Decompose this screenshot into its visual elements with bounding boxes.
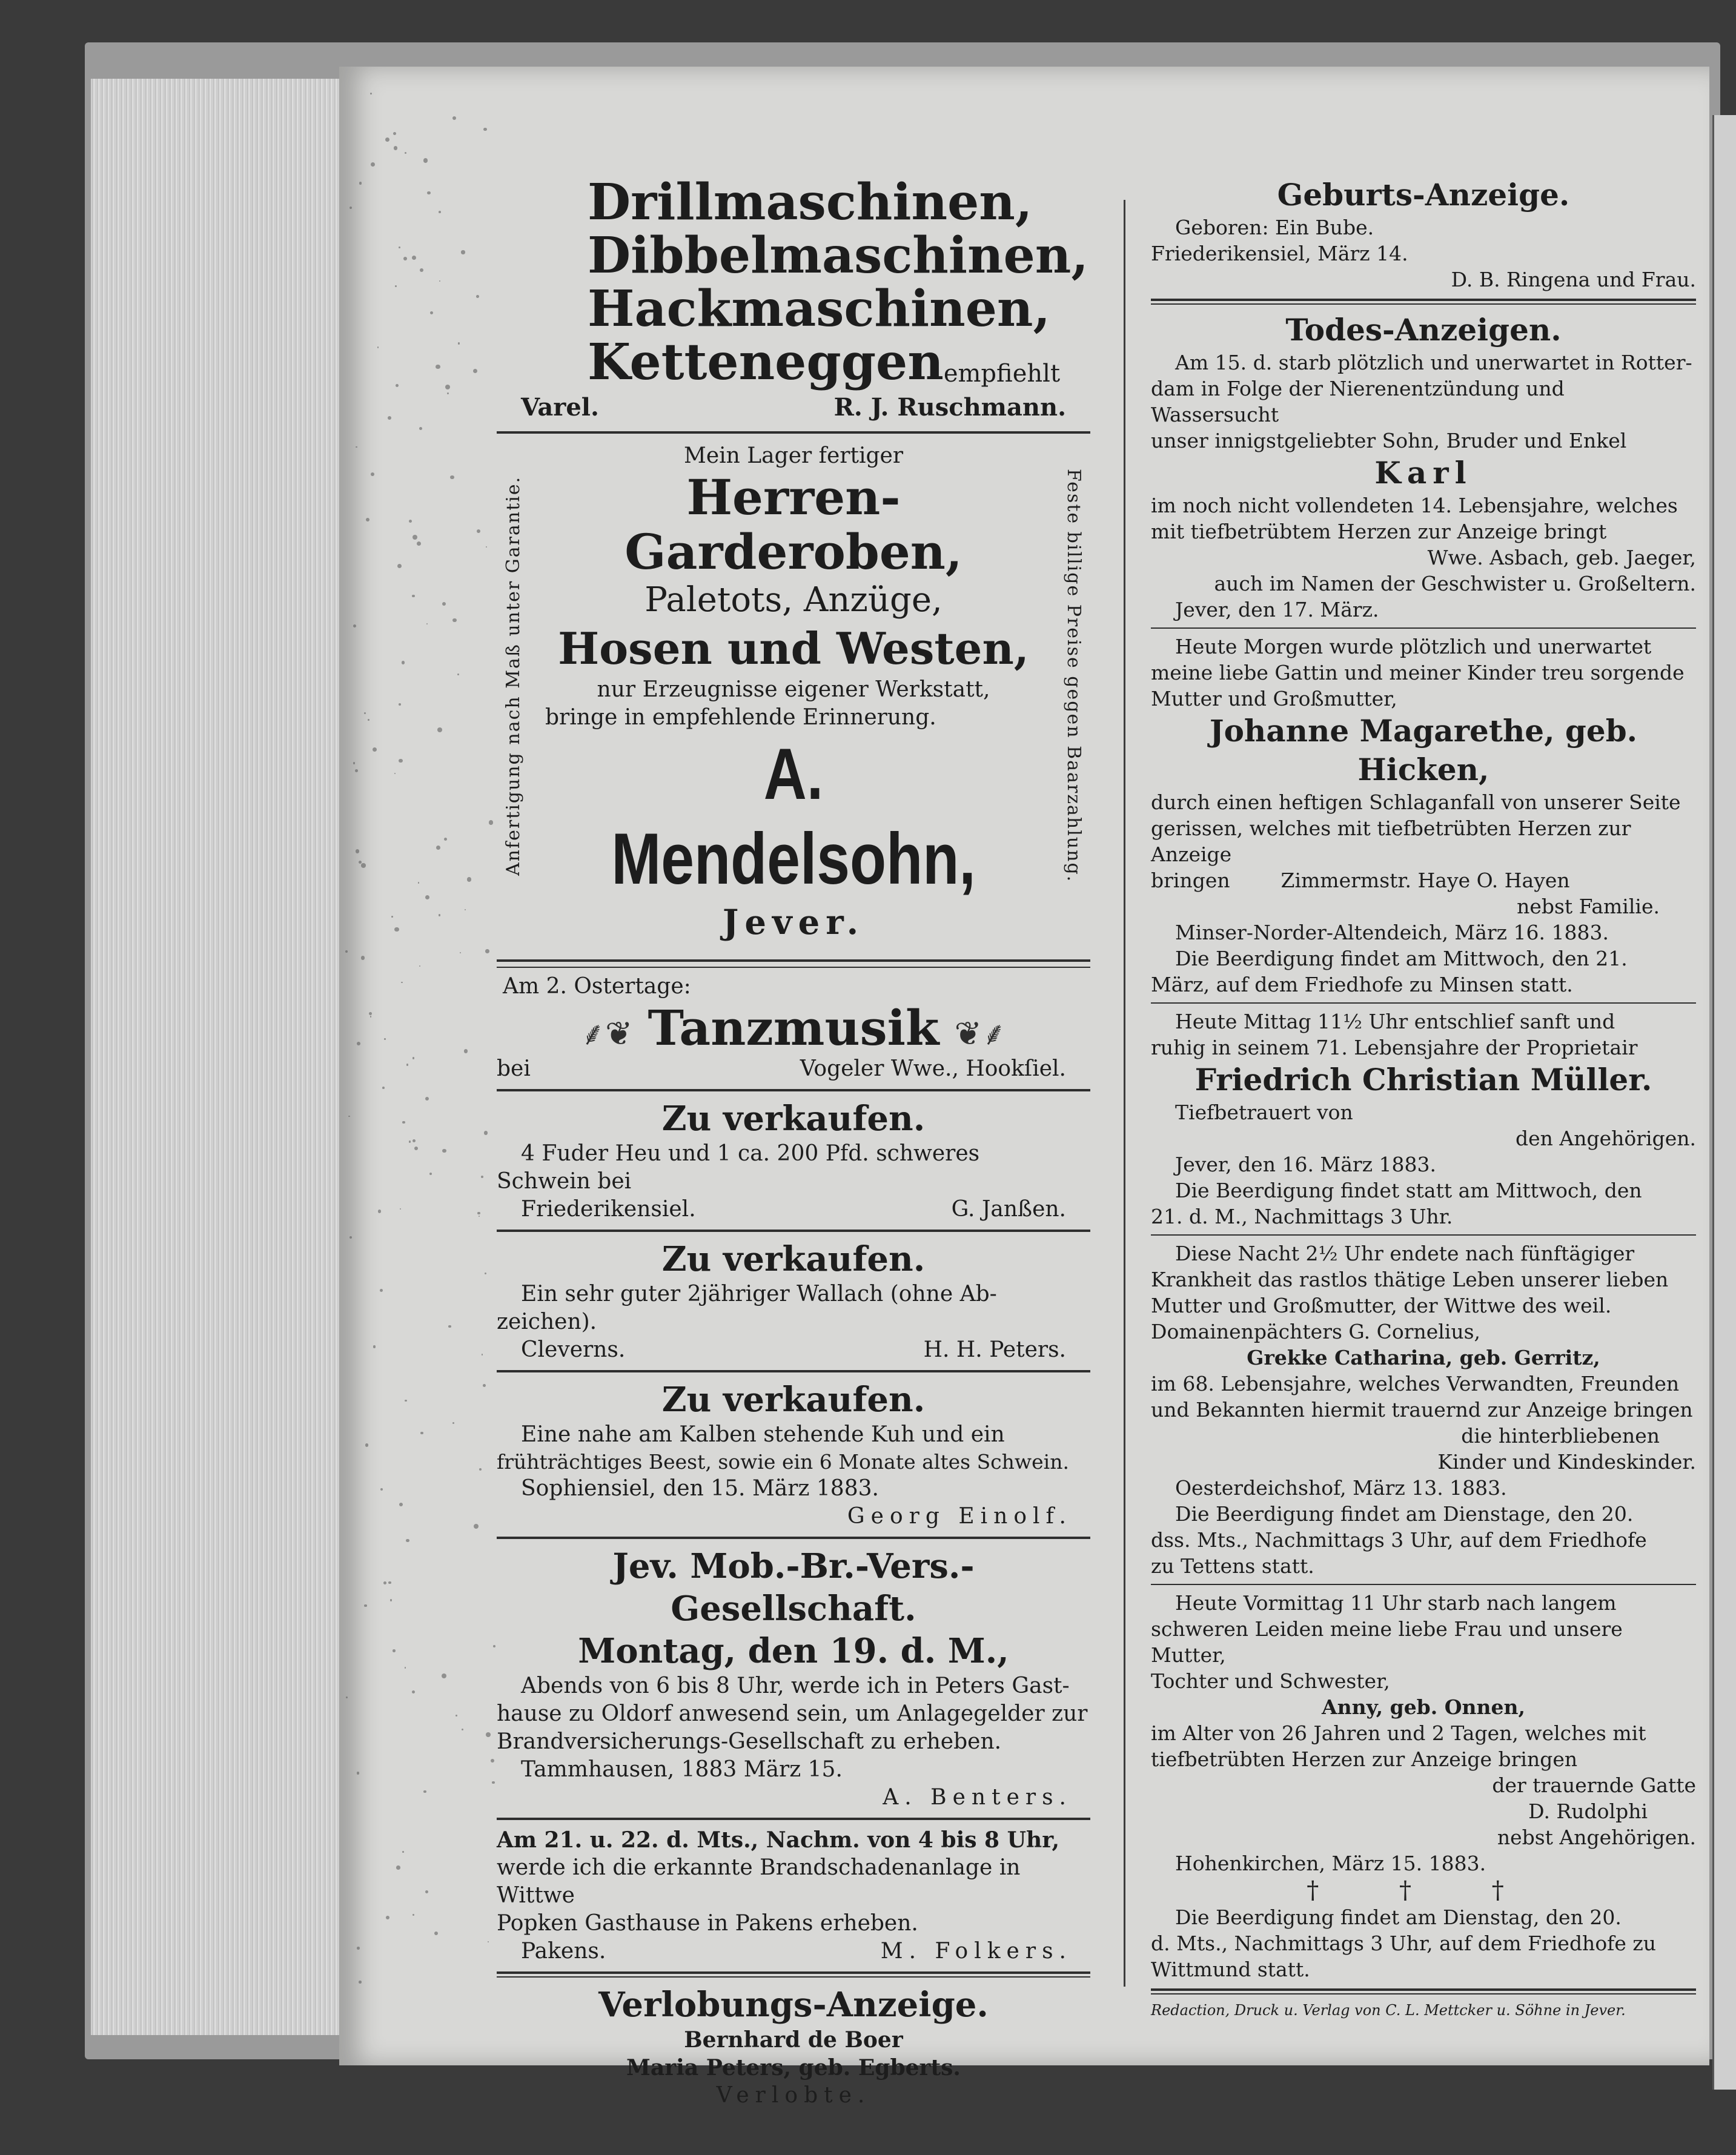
notice-line: unser innigstgeliebter Sohn, Bruder und Enkel [1151,429,1627,452]
birth-title: Geburts-Anzeige. [1277,177,1570,213]
speck [489,820,493,824]
speck [420,1432,423,1434]
speck [442,1673,446,1678]
notice-line: Hohenkirchen, März 15. 1883. [1175,1852,1486,1875]
dance-ad [497,973,1090,1083]
fire-line: Am 21. u. 22. d. Mts., Nachm. von 4 bis 8 Uhr, [497,1827,1060,1853]
speck [346,1697,348,1698]
sale-line: Sophiensiel, den 15. März 1883. [521,1476,879,1501]
notice-line: Mutter und Großmutter, [1151,687,1397,710]
notice-line: Am 15. d. starb plötzlich und unerwartet in Rotter- [1175,351,1692,374]
speck [412,1690,415,1693]
speck [456,1715,457,1716]
divider [497,1089,1090,1091]
speck [345,950,348,953]
insurance-line: Abends von 6 bis 8 Uhr, werde ich in Peters Gast- [521,1673,1070,1698]
sale-name: G. Janßen. [951,1197,1066,1222]
intro: Mein Lager fertiger [683,443,904,468]
speck [365,1443,369,1447]
divider [497,967,1090,968]
sale-line: zeichen). [497,1309,597,1334]
engagement-status: Verlobte. [716,2083,871,2108]
imprint-footer: Redaction, Druck u. Verlag von C. L. Mettcker u. Söhne in Jever. [1151,2002,1626,2019]
speck [406,1539,409,1543]
notice-line: tiefbetrübten Herzen zur Anzeige bringen [1151,1747,1578,1771]
speck [359,1981,362,1984]
machine-line: Drillmaschinen, [588,173,1033,231]
notice-line: Krankheit das rastlos thätige Leben unserer lieben [1151,1268,1669,1291]
insurance-name: A. Benters. [883,1785,1072,1810]
speck [370,93,372,94]
side-text-right: Feste billige Preise gegen Baarzahlung. [1063,469,1084,883]
sale-title: Zu verkaufen. [661,1239,926,1279]
insurance-date: Montag, den 19. d. M., [578,1631,1009,1671]
speck [485,1273,486,1274]
speck [350,207,352,209]
notice-line: im noch nicht vollendeten 14. Lebensjahre, welches [1151,494,1678,517]
notice-line: Domainenpächters G. Cornelius, [1151,1320,1481,1343]
insurance-line: hause zu Oldorf anwesend sein, um Anlagegelder zur [497,1701,1088,1726]
divider [497,1370,1090,1372]
speck [382,1087,385,1089]
deceased-name: Johanne Magarethe, geb. Hicken, [1209,713,1638,787]
sale-ad-2 [497,1238,1090,1364]
deceased-name: Grekke Catharina, geb. Gerritz, [1247,1346,1600,1369]
sale-ad-1 [497,1097,1090,1223]
notice-line: im Alter von 26 Jahren und 2 Tagen, welches mit [1151,1721,1646,1745]
speck [483,128,486,131]
speck [353,624,356,627]
notice-line: Heute Vormittag 11 Uhr starb nach langem [1175,1591,1617,1615]
speck [357,1947,360,1950]
speck [359,182,362,185]
speck [418,882,420,884]
engagement-ad [497,1984,1090,2110]
birth-name: D. B. Ringena und Frau. [1451,268,1696,291]
divider [1151,1002,1696,1004]
speck [420,268,423,272]
speck [377,346,379,348]
speck [373,747,377,752]
speck [473,369,477,373]
notice-line: Tochter und Schwester, [1151,1669,1390,1693]
sale-line: 4 Fuder Heu und 1 ca. 200 Pfd. schweres [521,1141,980,1166]
dance-when: Am 2. Ostertage: [503,974,691,999]
notice-line: Minser-Norder-Altendeich, März 16. 1883. [1175,921,1609,944]
insurance-ad [497,1545,1090,1812]
machine-line: Dibbelmaschinen, [588,227,1088,285]
speck [361,863,365,867]
divider [1151,1584,1696,1585]
fire-place: Pakens. [521,1939,606,1964]
divider [497,1537,1090,1539]
notice-line: und Bekannten hiermit trauernd zur Anzeige bringen [1151,1398,1693,1422]
page-edges [91,79,348,2035]
fire-name: M. Folkers. [880,1939,1072,1964]
speck [484,1131,488,1135]
firm-town: Jever. [722,902,865,942]
speck [412,535,417,540]
death-notice-5 [1151,1590,1696,1982]
deaths-title: Todes-Anzeigen. [1285,312,1562,348]
speck [439,914,441,916]
speck [461,250,465,254]
speck [384,1038,385,1039]
notice-line: 21. d. M., Nachmittags 3 Uhr. [1151,1205,1453,1228]
notice-line: Jever, den 16. März 1883. [1175,1153,1437,1176]
cross-icon: † † † [1307,1876,1540,1904]
speck [371,162,375,167]
place: Varel. [521,393,599,422]
notice-line: nebst Familie. [1517,895,1660,918]
speck [474,1524,479,1529]
notice-line: gerissen, welches mit tiefbetrübten Herzen zur Anzeige [1151,816,1631,866]
speck [417,541,421,546]
notice-line: d. Mts., Nachmittags 3 Uhr, auf dem Friedhofe zu [1151,1932,1657,1955]
notice-line: ruhig in seinem 71. Lebensjahre der Proprietair [1151,1036,1638,1059]
fire-line: werde ich die erkannte Brandschadenanlage in Wittwe [497,1855,1021,1908]
speck [396,384,399,387]
side-text-left: Anfertigung nach Maß unter Garantie. [503,475,524,876]
notice-line: Tiefbetrauert von [1175,1101,1353,1124]
speck [486,1732,491,1737]
notice-line: bringen Zimmermstr. Haye O. Hayen [1151,869,1570,892]
ornament-icon: ❦⸙ [954,1015,1007,1053]
speck [361,956,365,959]
speck [390,1599,392,1601]
speck [399,703,401,706]
right-column [1151,176,1696,2020]
speck [485,949,489,953]
clothing-items: Paletots, Anzüge, [644,580,943,620]
engagement-name: Bernhard de Boer [684,2027,903,2053]
notice-line: zu Tettens statt. [1151,1554,1314,1578]
divider [1151,299,1696,305]
speck [399,247,400,248]
next-page-edge [1712,115,1736,2090]
insurance-title: Jev. Mob.-Br.-Vers.-Gesellschaft. [612,1546,975,1629]
speck [427,191,431,195]
speck [388,416,391,420]
notice-line: der trauernde Gatte [1492,1773,1696,1797]
speck [437,727,442,732]
speck [430,311,433,314]
notice-line: Kinder und Kindeskinder. [1437,1450,1696,1474]
notice-line: D. Rudolphi [1528,1799,1648,1823]
speck [383,1581,386,1584]
notice-line: Heute Mittag 11½ Uhr entschlief sanft und [1175,1010,1615,1033]
clothing-ad [497,431,1090,962]
notice-line: durch einen heftigen Schlaganfall von unserer Seite [1151,790,1681,814]
death-notice-3 [1151,1008,1696,1230]
speck [388,1581,391,1584]
notice-line: den Angehörigen. [1516,1127,1696,1150]
divider [497,1818,1090,1820]
clothing-title-2: Hosen und Westen, [558,623,1029,674]
speck [452,1422,454,1424]
death-notice-2 [1151,634,1696,998]
sale-place: Friederikensiel. [521,1197,696,1222]
speck [423,158,428,163]
divider [497,1230,1090,1232]
notice-line: Die Beerdigung findet am Dienstage, den 20. [1175,1502,1634,1526]
speck [394,927,399,932]
firm-name: A. Mendelsohn, [611,733,976,899]
sale-ad-3 [497,1379,1090,1531]
birth-notice [1151,176,1696,293]
speck [412,1139,416,1142]
engagement-name: Maria Peters, geb. Egberts. [626,2055,961,2081]
speck [406,1064,409,1066]
speck [452,618,457,623]
speck [368,719,369,721]
speck [442,1149,446,1153]
speck [403,257,407,260]
divider [497,1971,1090,1978]
machines-ad [497,173,1090,423]
fire-ad [497,1826,1090,1965]
notice-line: nebst Angehörigen. [1497,1826,1696,1849]
speck [465,909,466,910]
column-divider [1124,200,1125,1987]
speck [412,1057,414,1059]
notice-line: Jever, den 17. März. [1175,598,1379,621]
merchant: R. J. Ruschmann. [833,393,1066,422]
sale-name: Georg Einolf. [847,1504,1072,1529]
speck [448,1325,451,1328]
sale-line: Schwein bei [497,1169,632,1194]
speck [409,1140,411,1142]
speck [391,916,393,918]
speck [436,365,440,369]
clothing-title: Herren-Garderoben, [624,469,962,580]
notice-line: im 68. Lebensjahre, welches Verwandten, Freunden [1151,1372,1680,1395]
dance-title: Tanzmusik [648,999,939,1056]
notice-line: Oesterdeichshof, März 13. 1883. [1175,1476,1507,1500]
insurance-line: Tammhausen, 1883 März 15. [521,1757,843,1782]
notice-line: Mutter und Großmutter, der Wittwe des weil. [1151,1294,1612,1317]
speck [402,1851,404,1853]
speck [464,1049,468,1053]
clothing-note: nur Erzeugnisse eigener Werkstatt, [597,677,990,702]
sale-name: H. H. Peters. [923,1337,1066,1362]
speck [393,1649,395,1652]
dance-bei: bei [497,1056,531,1081]
notice-line: Wwe. Asbach, geb. Jaeger, [1427,546,1696,569]
clothing-recommend: bringe in empfehlende Erinnerung. [545,705,936,730]
fire-line: Popken Gasthause in Pakens erheben. [497,1911,918,1936]
notice-line: die hinterbliebenen [1461,1424,1660,1448]
speck [353,762,355,764]
machine-line: Hackmaschinen, [588,280,1051,338]
speck [401,982,402,983]
sale-line: Ein sehr guter 2jähriger Wallach (ohne Ab- [521,1282,997,1306]
deceased-name: Karl [1374,455,1473,491]
speck [356,849,360,853]
speck [369,1012,372,1015]
notice-line: dam in Folge der Nierenentzündung und Wassersucht [1151,377,1565,426]
speck [393,132,396,135]
divider [1151,1988,1696,1994]
speck [458,342,460,344]
sale-line: Eine nahe am Kalben stehende Kuh und ein [521,1422,1005,1447]
speck [439,211,441,213]
speck [394,146,397,150]
notice-line: Diese Nacht 2½ Uhr endete nach fünftägiger [1175,1242,1635,1265]
notice-line: schweren Leiden meine liebe Frau und unsere Mutter, [1151,1617,1623,1667]
speck [373,1345,376,1348]
speck [481,1176,484,1179]
sale-title: Zu verkaufen. [661,1099,926,1139]
sale-line: frühträchtiges Beest, sowie ein 6 Monate altes Schwein. [497,1450,1069,1474]
speck [370,1016,372,1018]
left-column [497,173,1090,2110]
speck [405,1400,406,1402]
notice-line: Wittmund statt. [1151,1958,1310,1981]
sale-title: Zu verkaufen. [661,1380,926,1420]
deceased-name: Friedrich Christian Müller. [1194,1062,1652,1097]
insurance-line: Brandversicherungs-Gesellschaft zu erheben. [497,1729,1002,1754]
deceased-name: Anny, geb. Onnen, [1322,1695,1525,1719]
speck [395,285,397,287]
ornament-icon: ⸙❦ [580,1015,633,1053]
speck [405,152,406,154]
notice-line: Heute Morgen wurde plötzlich und unerwartet [1175,635,1652,658]
speck [412,595,415,598]
speck [378,1210,381,1213]
notice-line: auch im Namen der Geschwister u. Großeltern. [1214,572,1696,595]
speck [396,1865,400,1869]
notice-line: Die Beerdigung findet am Dienstag, den 20. [1175,1905,1622,1929]
speck [467,877,472,882]
divider [1151,1234,1696,1236]
notice-line: dss. Mts., Nachmittags 3 Uhr, auf dem Friedhofe [1151,1528,1647,1552]
speck [492,1781,495,1784]
notice-line: Die Beerdigung findet statt am Mittwoch, den [1175,1179,1642,1202]
speck [399,759,403,763]
engagement-title: Verlobungs-Anzeige. [598,1985,989,2025]
death-notice-1 [1151,349,1696,623]
sale-place: Cleverns. [521,1337,626,1362]
speck [450,475,454,480]
speck [436,846,440,850]
death-notice-4 [1151,1240,1696,1579]
notice-line: Die Beerdigung findet am Mittwoch, den 21. [1175,947,1628,970]
recommends: empfiehlt [943,360,1061,388]
speck [477,1212,480,1215]
notice-line: März, auf dem Friedhofe zu Minsen statt. [1151,973,1573,996]
divider [1151,627,1696,629]
dance-host: Vogeler Wwe., Hookſiel. [800,1056,1066,1081]
notice-line: meine liebe Gattin und meiner Kinder treu sorgende [1151,661,1685,684]
birth-line: Friederikensiel, März 14. [1151,242,1408,265]
speck [366,518,369,521]
birth-line: Geboren: Ein Bube. [1175,216,1374,239]
speck [412,1914,414,1916]
notice-line: mit tiefbetrübtem Herzen zur Anzeige bringt [1151,520,1607,543]
machine-line: Ketteneggen [588,333,944,391]
